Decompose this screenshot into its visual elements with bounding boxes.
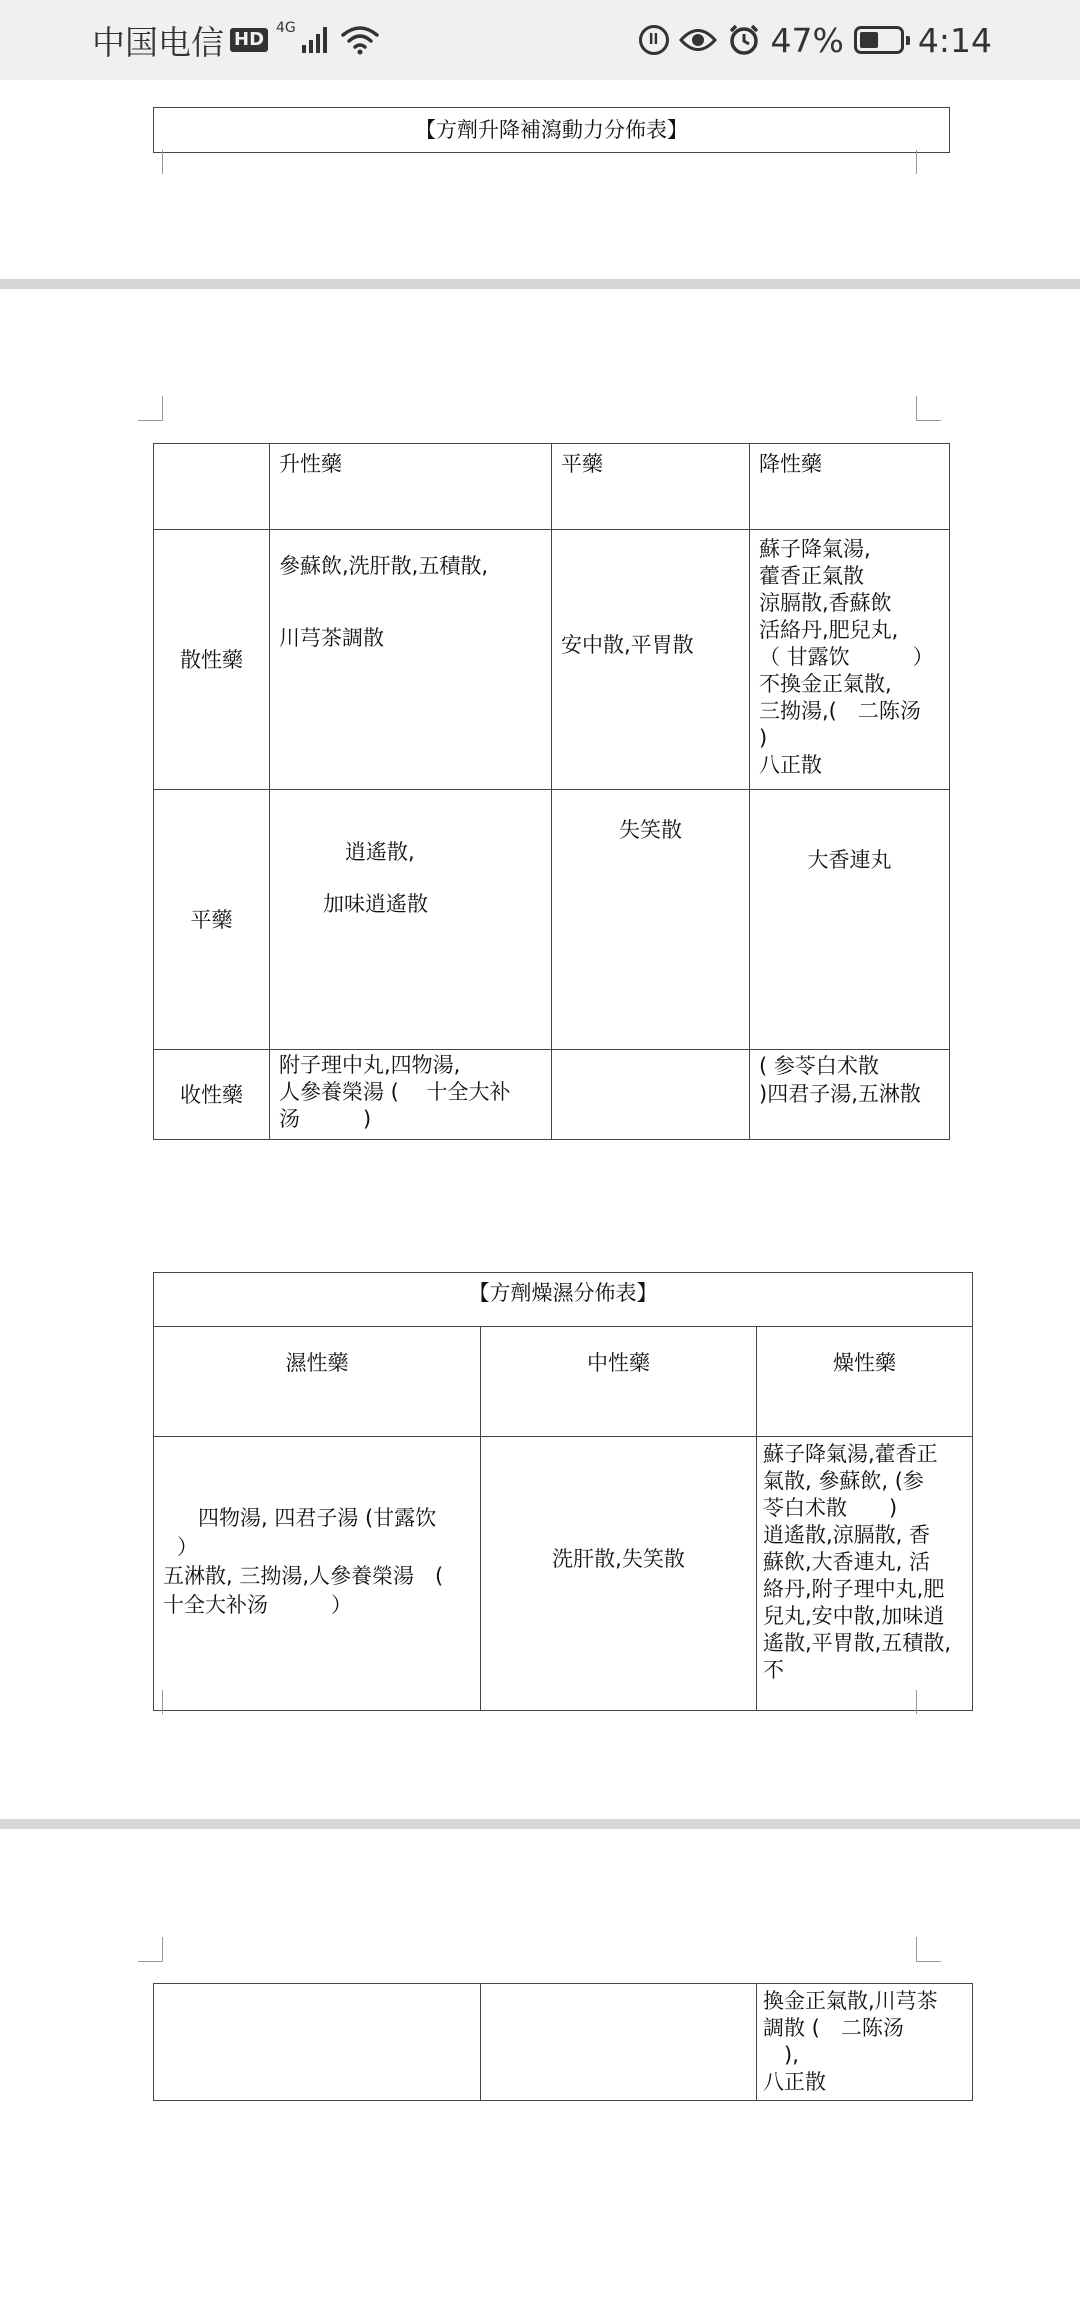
table1-title: 【方劑升降補瀉動力分佈表】 [153,107,950,153]
crop-mark [916,1690,941,1714]
crop-mark [916,1937,941,1962]
crop-mark [916,396,941,421]
table-cell [481,1984,757,2101]
table-header-cell [154,444,270,530]
table2-continued [153,1983,973,2101]
table-header-cell: 濕性藥 [154,1327,481,1437]
table-row [154,1437,973,1711]
table-cell: 蘇子降氣湯, 藿香正氣散 涼膈散,香蘇飲 活絡丹,肥兒丸, （ 甘露饮 ） 不換金正氣散, 三拗湯,( 二陈汤 ) 八正散 [750,530,950,790]
table-cell: 失笑散 [552,790,750,1050]
signal-icon [302,27,327,53]
table-header-cell: 平藥 [552,444,750,530]
table-cell: 蘇子降氣湯,藿香正 氣散, 參蘇飲, (参 苓白术散 ) 逍遙散,涼膈散, 香 蘇飲,大香連丸, 活 絡丹,附子理中丸,肥 兒丸,安中散,加味逍 遙散,平胃散,五積散, 不 [757,1437,973,1711]
battery-icon [854,26,904,54]
table-cell: 安中散,平胃散 [552,530,750,790]
table-cell: 參蘇飲,洗肝散,五積散, 川芎茶調散 [270,530,552,790]
table-row [154,444,950,530]
table-header-cell: 中性藥 [481,1327,757,1437]
carrier-name: 中国电信 [92,22,224,62]
page-separator [0,279,1080,289]
crop-mark [138,1937,163,1962]
table-cell [154,1984,481,2101]
table2-dampness [153,1272,973,1711]
table-cell: 大香連丸 [750,790,950,1050]
table-row [154,1984,973,2101]
table-cell: 逍遙散, 加味逍遙散 [270,790,552,1050]
alarm-icon [727,23,761,57]
table-row [154,790,950,1050]
crop-mark [138,1690,163,1714]
battery-percentage: 47% [770,20,844,60]
table-cell [552,1050,750,1140]
row-label: 平藥 [154,790,270,1050]
table-cell: 換金正氣散,川芎茶 調散 ( 二陈汤 ), 八正散 [757,1984,973,2101]
table-header-cell: 升性藥 [270,444,552,530]
table-row [154,1273,973,1327]
crop-mark [138,396,163,421]
status-left [92,20,379,60]
row-label: 散性藥 [154,530,270,790]
network-type: 4G [276,20,296,36]
table-header-cell: 降性藥 [750,444,950,530]
clock-time: 4:14 [917,20,992,60]
crop-mark [138,150,163,174]
table-cell: 附子理中丸,四物湯, 人參養榮湯 ( 十全大补 汤 ) [270,1050,552,1140]
status-right [639,20,992,60]
hd-icon: HD [230,28,268,52]
table-header-cell: 燥性藥 [757,1327,973,1437]
table-row [154,1050,950,1140]
wifi-icon [341,25,379,55]
data-saver-icon: ll [639,25,669,55]
table2-title: 【方劑燥濕分佈表】 [154,1273,973,1327]
crop-mark [916,150,941,174]
status-bar [0,0,1080,80]
table-cell: 洗肝散,失笑散 [481,1437,757,1711]
table1-distribution [153,443,950,1140]
table-cell: 四物湯, 四君子湯 (甘露饮 ） 五淋散, 三拗湯,人參養榮湯 ( 十全大补汤 ） [154,1437,481,1711]
eye-comfort-icon [679,27,717,53]
table-cell: ( 参苓白术散 )四君子湯,五淋散 [750,1050,950,1140]
page-separator [0,1819,1080,1829]
table-row [154,1327,973,1437]
row-label: 收性藥 [154,1050,270,1140]
table-row [154,530,950,790]
